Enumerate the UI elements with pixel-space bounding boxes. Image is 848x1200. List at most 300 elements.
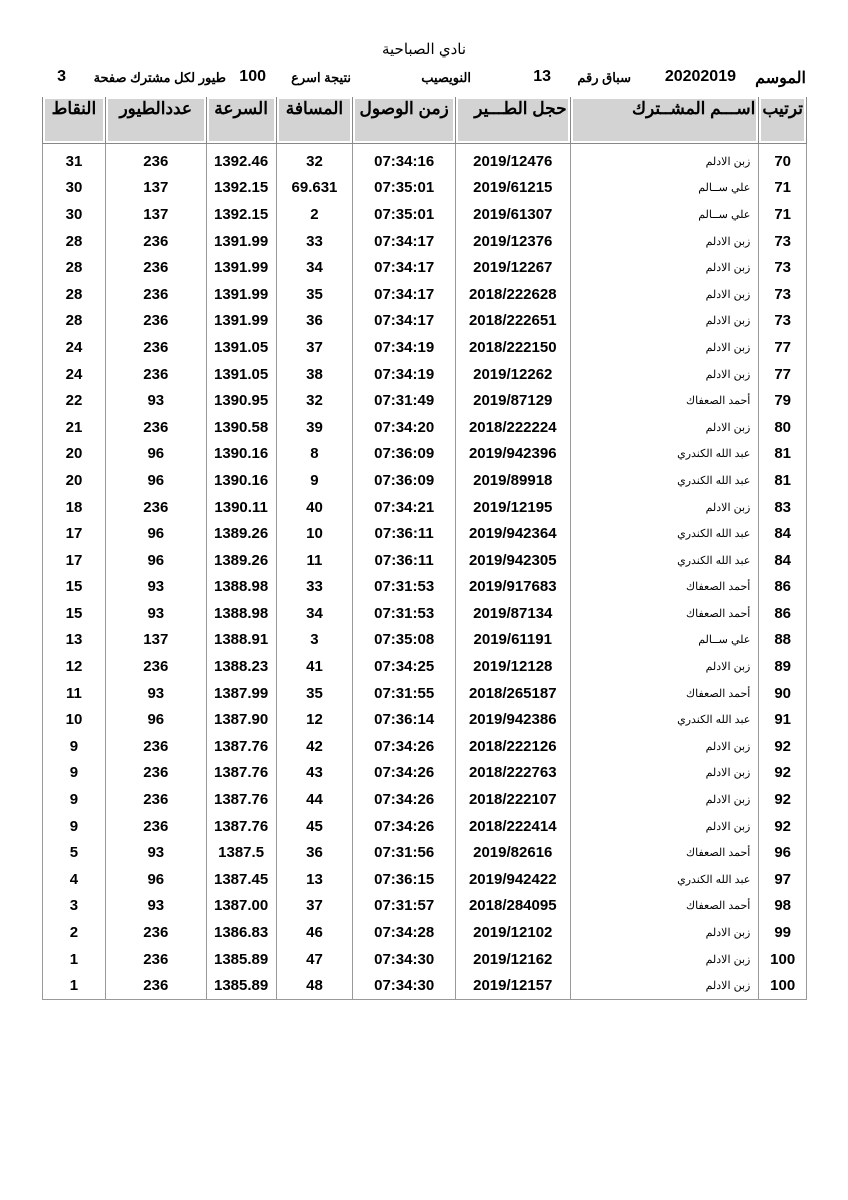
cell-ring: 2019/12128 [455,653,570,680]
cell-birds: 137 [105,201,206,228]
cell-distance: 40 [276,494,353,521]
cell-ring: 2019/12195 [455,494,570,521]
header-ring: حجل الطـــير [455,97,570,144]
cell-speed: 1389.26 [206,547,276,574]
cell-points: 12 [43,653,106,680]
cell-birds: 137 [105,175,206,202]
cell-rank: 89 [759,653,807,680]
cell-speed: 1390.11 [206,494,276,521]
cell-points: 28 [43,308,106,335]
cell-birds: 236 [105,361,206,388]
cell-points: 24 [43,361,106,388]
cell-distance: 34 [276,254,353,281]
cell-distance: 42 [276,733,353,760]
cell-birds: 236 [105,919,206,946]
cell-points: 5 [43,839,106,866]
cell-distance: 38 [276,361,353,388]
cell-member: عبد الله الكندري [570,441,759,468]
table-row [43,334,807,361]
results-table [42,97,807,1000]
cell-speed: 1391.99 [206,281,276,308]
cell-points: 15 [43,574,106,601]
cell-rank: 71 [759,175,807,202]
cell-arrival: 07:36:11 [353,547,456,574]
cell-ring: 2019/87134 [455,600,570,627]
cell-ring: 2019/942396 [455,441,570,468]
cell-ring: 2019/61215 [455,175,570,202]
cell-rank: 73 [759,254,807,281]
cell-ring: 2018/222224 [455,414,570,441]
cell-member: أحمد الصعفاك [570,839,759,866]
table-row [43,600,807,627]
cell-rank: 90 [759,680,807,707]
cell-points: 30 [43,201,106,228]
cell-points: 13 [43,627,106,654]
cell-points: 28 [43,254,106,281]
cell-member: أحمد الصعفاك [570,574,759,601]
cell-birds: 236 [105,813,206,840]
cell-ring: 2018/222126 [455,733,570,760]
cell-ring: 2019/12162 [455,946,570,973]
cell-birds: 236 [105,144,206,175]
table-row [43,467,807,494]
cell-rank: 80 [759,414,807,441]
header-rank: ترتيب [759,97,807,144]
cell-distance: 37 [276,893,353,920]
cell-distance: 13 [276,866,353,893]
cell-rank: 81 [759,467,807,494]
cell-speed: 1392.46 [206,144,276,175]
cell-arrival: 07:31:49 [353,387,456,414]
cell-birds: 236 [105,733,206,760]
cell-arrival: 07:34:17 [353,308,456,335]
page-number: 3 [57,68,66,85]
cell-speed: 1391.99 [206,254,276,281]
cell-points: 24 [43,334,106,361]
club-title: نادي الصباحية [381,41,467,58]
cell-points: 30 [43,175,106,202]
table-row [43,254,807,281]
cell-arrival: 07:34:17 [353,254,456,281]
cell-arrival: 07:35:01 [353,201,456,228]
cell-distance: 36 [276,308,353,335]
cell-arrival: 07:35:08 [353,627,456,654]
cell-distance: 2 [276,201,353,228]
table-row [43,361,807,388]
header-arrival: زمن الوصول [353,97,456,144]
cell-arrival: 07:34:16 [353,144,456,175]
cell-ring: 2019/61191 [455,627,570,654]
cell-arrival: 07:34:19 [353,334,456,361]
header-points: النقاط [43,97,106,144]
cell-distance: 45 [276,813,353,840]
cell-ring: 2019/942305 [455,547,570,574]
cell-arrival: 07:35:01 [353,175,456,202]
cell-speed: 1390.16 [206,467,276,494]
cell-points: 9 [43,733,106,760]
cell-arrival: 07:36:09 [353,467,456,494]
cell-points: 4 [43,866,106,893]
table-row [43,760,807,787]
cell-birds: 236 [105,254,206,281]
cell-rank: 100 [759,946,807,973]
cell-distance: 35 [276,680,353,707]
header-birds: عددالطيور [105,97,206,144]
cell-ring: 2019/12262 [455,361,570,388]
cell-speed: 1388.23 [206,653,276,680]
cell-rank: 91 [759,706,807,733]
cell-speed: 1387.90 [206,706,276,733]
cell-speed: 1386.83 [206,919,276,946]
cell-member: زبن الادلم [570,653,759,680]
cell-distance: 37 [276,334,353,361]
cell-birds: 236 [105,653,206,680]
header-speed: السرعة [206,97,276,144]
cell-distance: 34 [276,600,353,627]
cell-speed: 1387.76 [206,813,276,840]
cell-speed: 1387.5 [206,839,276,866]
cell-distance: 69.631 [276,175,353,202]
table-row [43,574,807,601]
race-info [42,68,806,92]
cell-birds: 93 [105,600,206,627]
cell-distance: 44 [276,786,353,813]
cell-birds: 137 [105,627,206,654]
cell-arrival: 07:36:14 [353,706,456,733]
cell-arrival: 07:34:26 [353,760,456,787]
cell-member: أحمد الصعفاك [570,600,759,627]
cell-arrival: 07:34:19 [353,361,456,388]
cell-ring: 2018/222107 [455,786,570,813]
cell-rank: 77 [759,361,807,388]
cell-distance: 39 [276,414,353,441]
cell-birds: 96 [105,706,206,733]
table-row [43,946,807,973]
cell-speed: 1387.45 [206,866,276,893]
cell-member: عبد الله الكندري [570,520,759,547]
cell-speed: 1387.76 [206,733,276,760]
fastest-label: نتيجة اسرع [291,70,351,85]
cell-points: 9 [43,760,106,787]
cell-ring: 2019/917683 [455,574,570,601]
cell-member: علي ســالم [570,175,759,202]
table-row [43,813,807,840]
cell-ring: 2019/89918 [455,467,570,494]
cell-member: عبد الله الكندري [570,547,759,574]
table-row [43,627,807,654]
cell-arrival: 07:31:53 [353,600,456,627]
cell-member: زبن الادلم [570,494,759,521]
cell-ring: 2018/222628 [455,281,570,308]
cell-points: 3 [43,893,106,920]
season-label: الموسم [755,70,806,87]
header-distance: المسافة [276,97,353,144]
cell-rank: 92 [759,733,807,760]
cell-arrival: 07:34:21 [353,494,456,521]
table-row [43,919,807,946]
table-row [43,653,807,680]
table-row [43,494,807,521]
table-row [43,228,807,255]
cell-birds: 96 [105,467,206,494]
cell-distance: 9 [276,467,353,494]
cell-arrival: 07:34:30 [353,946,456,973]
cell-ring: 2019/12157 [455,972,570,999]
cell-rank: 96 [759,839,807,866]
cell-arrival: 07:36:09 [353,441,456,468]
cell-points: 1 [43,946,106,973]
cell-rank: 86 [759,600,807,627]
cell-distance: 35 [276,281,353,308]
cell-distance: 46 [276,919,353,946]
table-row [43,414,807,441]
table-row [43,308,807,335]
cell-ring: 2019/82616 [455,839,570,866]
cell-points: 2 [43,919,106,946]
cell-birds: 96 [105,866,206,893]
cell-ring: 2018/222150 [455,334,570,361]
cell-member: زبن الادلم [570,334,759,361]
cell-birds: 96 [105,441,206,468]
cell-member: زبن الادلم [570,414,759,441]
cell-ring: 2019/942364 [455,520,570,547]
cell-birds: 93 [105,680,206,707]
table-row [43,866,807,893]
table-row [43,839,807,866]
cell-distance: 36 [276,839,353,866]
cell-arrival: 07:34:17 [353,228,456,255]
cell-distance: 8 [276,441,353,468]
cell-points: 31 [43,144,106,175]
cell-distance: 48 [276,972,353,999]
cell-birds: 93 [105,839,206,866]
cell-speed: 1388.98 [206,574,276,601]
cell-member: زبن الادلم [570,144,759,175]
fastest-value: 100 [239,68,266,85]
per-member-label: طيور لكل مشترك صفحة [93,70,226,85]
cell-distance: 10 [276,520,353,547]
cell-ring: 2019/12102 [455,919,570,946]
cell-ring: 2018/222651 [455,308,570,335]
cell-points: 18 [43,494,106,521]
cell-arrival: 07:31:57 [353,893,456,920]
cell-member: زبن الادلم [570,813,759,840]
cell-ring: 2019/942386 [455,706,570,733]
cell-speed: 1391.05 [206,361,276,388]
table-row [43,972,807,999]
cell-rank: 99 [759,919,807,946]
cell-rank: 86 [759,574,807,601]
cell-birds: 236 [105,281,206,308]
cell-birds: 236 [105,786,206,813]
cell-rank: 92 [759,813,807,840]
cell-speed: 1388.98 [206,600,276,627]
cell-arrival: 07:31:56 [353,839,456,866]
table-row [43,201,807,228]
cell-speed: 1392.15 [206,175,276,202]
cell-speed: 1387.76 [206,786,276,813]
cell-arrival: 07:34:30 [353,972,456,999]
cell-ring: 2019/12267 [455,254,570,281]
cell-speed: 1390.95 [206,387,276,414]
cell-member: عبد الله الكندري [570,467,759,494]
cell-arrival: 07:34:25 [353,653,456,680]
table-row [43,786,807,813]
cell-member: زبن الادلم [570,308,759,335]
cell-member: أحمد الصعفاك [570,680,759,707]
cell-speed: 1391.99 [206,228,276,255]
cell-distance: 32 [276,144,353,175]
cell-speed: 1385.89 [206,972,276,999]
cell-speed: 1387.76 [206,760,276,787]
cell-rank: 79 [759,387,807,414]
cell-birds: 96 [105,520,206,547]
table-row [43,547,807,574]
cell-member: زبن الادلم [570,361,759,388]
cell-rank: 84 [759,547,807,574]
cell-distance: 32 [276,387,353,414]
cell-speed: 1390.58 [206,414,276,441]
cell-ring: 2018/222763 [455,760,570,787]
cell-birds: 93 [105,387,206,414]
cell-arrival: 07:34:20 [353,414,456,441]
cell-member: عبد الله الكندري [570,706,759,733]
cell-birds: 236 [105,334,206,361]
cell-points: 10 [43,706,106,733]
cell-speed: 1390.16 [206,441,276,468]
race-number: 13 [533,68,551,85]
table-header [43,97,807,144]
cell-points: 17 [43,547,106,574]
cell-ring: 2019/61307 [455,201,570,228]
cell-speed: 1391.99 [206,308,276,335]
cell-birds: 236 [105,972,206,999]
cell-arrival: 07:34:26 [353,813,456,840]
race-label: سباق رقم [577,70,631,85]
cell-distance: 43 [276,760,353,787]
cell-rank: 73 [759,281,807,308]
table-row [43,893,807,920]
cell-birds: 236 [105,494,206,521]
table-row [43,441,807,468]
cell-rank: 81 [759,441,807,468]
cell-points: 22 [43,387,106,414]
cell-arrival: 07:34:17 [353,281,456,308]
cell-rank: 88 [759,627,807,654]
cell-distance: 47 [276,946,353,973]
cell-birds: 236 [105,308,206,335]
cell-arrival: 07:31:55 [353,680,456,707]
cell-arrival: 07:31:53 [353,574,456,601]
table-row [43,144,807,175]
cell-points: 21 [43,414,106,441]
cell-ring: 2018/265187 [455,680,570,707]
cell-points: 17 [43,520,106,547]
cell-rank: 92 [759,786,807,813]
cell-speed: 1389.26 [206,520,276,547]
cell-rank: 71 [759,201,807,228]
cell-points: 9 [43,786,106,813]
cell-speed: 1387.99 [206,680,276,707]
cell-member: أحمد الصعفاك [570,893,759,920]
cell-arrival: 07:34:26 [353,733,456,760]
cell-ring: 2019/12376 [455,228,570,255]
cell-speed: 1385.89 [206,946,276,973]
cell-birds: 236 [105,946,206,973]
cell-speed: 1391.05 [206,334,276,361]
cell-member: زبن الادلم [570,760,759,787]
cell-rank: 70 [759,144,807,175]
cell-member: علي ســالم [570,201,759,228]
cell-points: 9 [43,813,106,840]
cell-ring: 2018/222414 [455,813,570,840]
cell-rank: 73 [759,308,807,335]
table-row [43,387,807,414]
race-name: النويصيب [421,70,471,85]
cell-distance: 33 [276,228,353,255]
cell-birds: 236 [105,414,206,441]
cell-birds: 93 [105,893,206,920]
table-row [43,175,807,202]
cell-member: زبن الادلم [570,972,759,999]
cell-points: 28 [43,228,106,255]
cell-distance: 3 [276,627,353,654]
cell-birds: 96 [105,547,206,574]
cell-arrival: 07:36:15 [353,866,456,893]
cell-points: 1 [43,972,106,999]
cell-member: عبد الله الكندري [570,866,759,893]
cell-member: زبن الادلم [570,919,759,946]
cell-speed: 1387.00 [206,893,276,920]
cell-points: 20 [43,467,106,494]
cell-distance: 41 [276,653,353,680]
cell-points: 11 [43,680,106,707]
table-row [43,733,807,760]
cell-points: 20 [43,441,106,468]
cell-distance: 12 [276,706,353,733]
cell-member: أحمد الصعفاك [570,387,759,414]
cell-member: زبن الادلم [570,281,759,308]
cell-arrival: 07:36:11 [353,520,456,547]
cell-birds: 236 [105,760,206,787]
cell-member: زبن الادلم [570,228,759,255]
cell-birds: 236 [105,228,206,255]
cell-rank: 83 [759,494,807,521]
cell-member: زبن الادلم [570,786,759,813]
cell-member: زبن الادلم [570,946,759,973]
cell-rank: 97 [759,866,807,893]
cell-arrival: 07:34:28 [353,919,456,946]
cell-ring: 2018/284095 [455,893,570,920]
header-member: اســـم المشــترك [570,97,759,144]
table-row [43,520,807,547]
season-value: 20202019 [664,68,736,85]
table-row [43,680,807,707]
cell-points: 28 [43,281,106,308]
cell-arrival: 07:34:26 [353,786,456,813]
cell-rank: 84 [759,520,807,547]
cell-birds: 93 [105,574,206,601]
cell-ring: 2019/12476 [455,144,570,175]
cell-rank: 92 [759,760,807,787]
table-row [43,281,807,308]
cell-member: علي ســالم [570,627,759,654]
cell-points: 15 [43,600,106,627]
table-row [43,706,807,733]
cell-member: زبن الادلم [570,254,759,281]
cell-rank: 73 [759,228,807,255]
cell-rank: 77 [759,334,807,361]
